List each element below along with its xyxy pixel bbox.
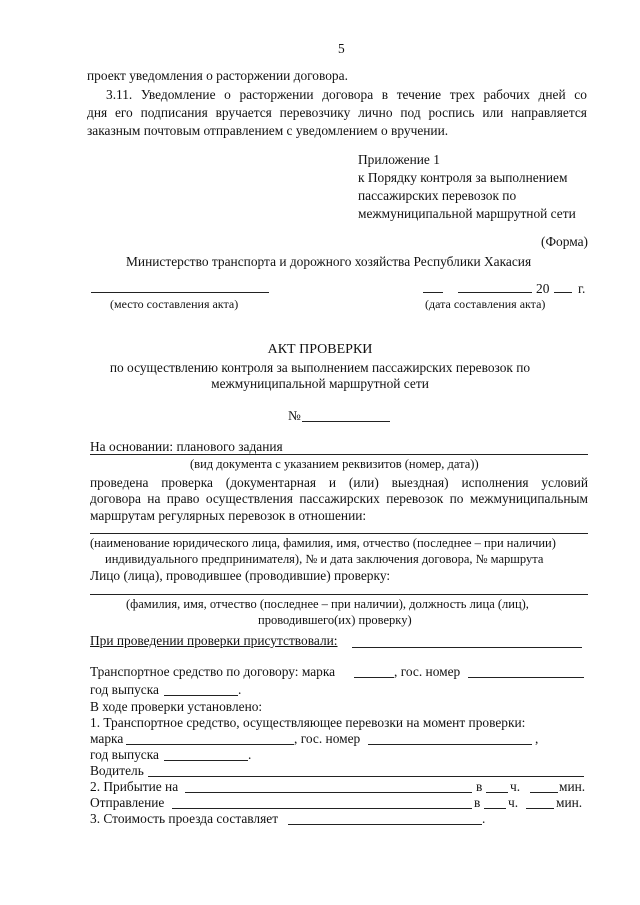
- word: межмуниципальным: [469, 491, 588, 506]
- year-prefix: 20: [536, 281, 550, 296]
- arrival-minutes-field: [530, 792, 558, 793]
- word: проверка: [161, 475, 213, 490]
- word: или: [482, 105, 504, 120]
- entity-caption-2: индивидуального предпринимателя), № и дата заключения договора, № маршрута: [105, 552, 544, 566]
- departure-in-label: в: [474, 795, 481, 810]
- word: перевозок: [386, 491, 444, 506]
- word: (или): [348, 475, 379, 490]
- act-number-field: [302, 421, 390, 422]
- findings-year-label: год выпуска: [90, 747, 159, 762]
- word: дня: [87, 105, 108, 120]
- appendix-line2: к Порядку контроля за выполнением: [358, 170, 568, 185]
- check-line2: [90, 492, 588, 505]
- word: трех: [449, 87, 475, 102]
- number-sign: №: [288, 408, 301, 423]
- word: дней: [538, 87, 566, 102]
- word: (документарная: [225, 475, 317, 490]
- word: пассажирских: [299, 491, 380, 506]
- entity-field: [90, 533, 588, 534]
- check-line3: маршрутам регулярных перевозок в отношении:: [90, 508, 367, 523]
- word: в: [381, 87, 389, 102]
- month-field: [458, 292, 532, 293]
- word: перевозчику: [279, 105, 351, 120]
- findings-brand-field: [126, 744, 294, 745]
- date-caption: (дата составления акта): [425, 297, 546, 311]
- arrival-in-label: в: [476, 779, 483, 794]
- word: право: [166, 491, 200, 506]
- para-311-line1: [106, 88, 587, 101]
- findings-label: В ходе проверки установлено:: [90, 699, 263, 714]
- word: расторжении: [239, 87, 314, 102]
- departure-label: Отправление: [90, 795, 165, 810]
- vehicle-brand-field: [354, 677, 394, 678]
- year-field: [554, 292, 572, 293]
- departure-hours-field: [484, 808, 506, 809]
- vehicle-reg-label: , гос. номер: [394, 664, 461, 679]
- word: 3.11.: [106, 87, 133, 102]
- departure-place-field: [172, 808, 472, 809]
- appendix-line4: межмуниципальной маршрутной сети: [358, 206, 576, 221]
- departure-hours-label: ч.: [508, 795, 519, 810]
- vehicle-year-field: [164, 695, 238, 696]
- basis-label: На основании: планового задания: [90, 439, 283, 454]
- arrival-hours-field: [486, 792, 508, 793]
- word: осуществления: [205, 491, 293, 506]
- present-field: [352, 647, 582, 648]
- word: подписания: [140, 105, 208, 120]
- ministry-heading: Министерство транспорта и дорожного хозяйства Республики Хакасия: [126, 254, 532, 269]
- word: рабочих: [483, 87, 530, 102]
- arrival-minutes-label: мин.: [559, 779, 586, 794]
- entity-caption-1: (наименование юридического лица, фамилия, имя, отчество (последнее – при наличии): [90, 536, 556, 550]
- word: условий: [541, 475, 588, 490]
- findings-item-1: 1. Транспортное средство, осуществляющее перевозки на момент проверки:: [90, 715, 526, 730]
- word: лично: [358, 105, 393, 120]
- findings-brand-label: марка: [90, 731, 124, 746]
- arrival-label: 2. Прибытие на: [90, 779, 179, 794]
- driver-label: Водитель: [90, 763, 144, 778]
- findings-comma: ,: [535, 731, 539, 746]
- word: договора: [322, 87, 374, 102]
- appendix-line3: пассажирских перевозок по: [358, 188, 517, 203]
- word: исполнения: [461, 475, 529, 490]
- word: вручается: [215, 105, 272, 120]
- fare-period: .: [482, 811, 486, 826]
- para-311-line3: заказным почтовым отправлением с уведомлением о вручении.: [87, 123, 449, 138]
- word: под: [400, 105, 421, 120]
- vehicle-year-label: год выпуска: [90, 682, 159, 697]
- inspector-label: Лицо (лица), проводившее (проводившие) проверку:: [90, 568, 391, 583]
- word: направляется: [511, 105, 587, 120]
- appendix-title: Приложение 1: [358, 152, 440, 167]
- vehicle-label: Транспортное средство по договору: марка: [90, 664, 336, 679]
- word: договора: [90, 491, 141, 506]
- findings-reg-field: [368, 744, 532, 745]
- act-subtitle-1: по осуществлению контроля за выполнением пассажирских перевозок по: [109, 360, 531, 375]
- year-suffix: г.: [578, 281, 586, 296]
- word: со: [574, 87, 587, 102]
- inspector-caption-1: (фамилия, имя, отчество (последнее – при наличии), должность лица (лиц),: [126, 597, 529, 611]
- para-311-line2: [87, 106, 587, 119]
- place-caption: (место составления акта): [110, 297, 239, 311]
- fare-label: 3. Стоимость проезда составляет: [90, 811, 279, 826]
- driver-field: [148, 776, 584, 777]
- word: на: [147, 491, 161, 506]
- fare-field: [288, 824, 482, 825]
- vehicle-year-period: .: [238, 682, 242, 697]
- findings-year-field: [164, 760, 248, 761]
- inspector-field: [90, 594, 588, 595]
- findings-reg-label: , гос. номер: [294, 731, 361, 746]
- word: роспись: [428, 105, 475, 120]
- day-field: [423, 292, 443, 293]
- inspector-caption-2: проводившего(их) проверку): [258, 613, 412, 627]
- place-field: [91, 292, 269, 293]
- act-title: АКТ ПРОВЕРКИ: [267, 342, 373, 357]
- intro-line: проект уведомления о расторжении договора.: [87, 68, 348, 83]
- word: течение: [396, 87, 442, 102]
- departure-minutes-field: [526, 808, 554, 809]
- word: выездная): [391, 475, 449, 490]
- word: и: [328, 475, 337, 490]
- word: его: [114, 105, 133, 120]
- page-number: 5: [338, 41, 345, 56]
- findings-year-period: .: [248, 747, 252, 762]
- basis-field: [90, 454, 588, 455]
- basis-caption: (вид документа с указанием реквизитов (номер, дата)): [190, 457, 479, 471]
- vehicle-reg-field: [468, 677, 584, 678]
- arrival-place-field: [185, 792, 472, 793]
- act-subtitle-2: межмуниципальной маршрутной сети: [211, 376, 429, 391]
- present-label: При проведении проверки присутствовали:: [90, 633, 338, 648]
- word: Уведомление: [140, 87, 216, 102]
- word: по: [449, 491, 464, 506]
- departure-minutes-label: мин.: [556, 795, 583, 810]
- word: о: [224, 87, 231, 102]
- form-label: (Форма): [541, 234, 589, 249]
- check-line1: [90, 476, 588, 489]
- word: проведена: [90, 475, 149, 490]
- arrival-hours-label: ч.: [510, 779, 521, 794]
